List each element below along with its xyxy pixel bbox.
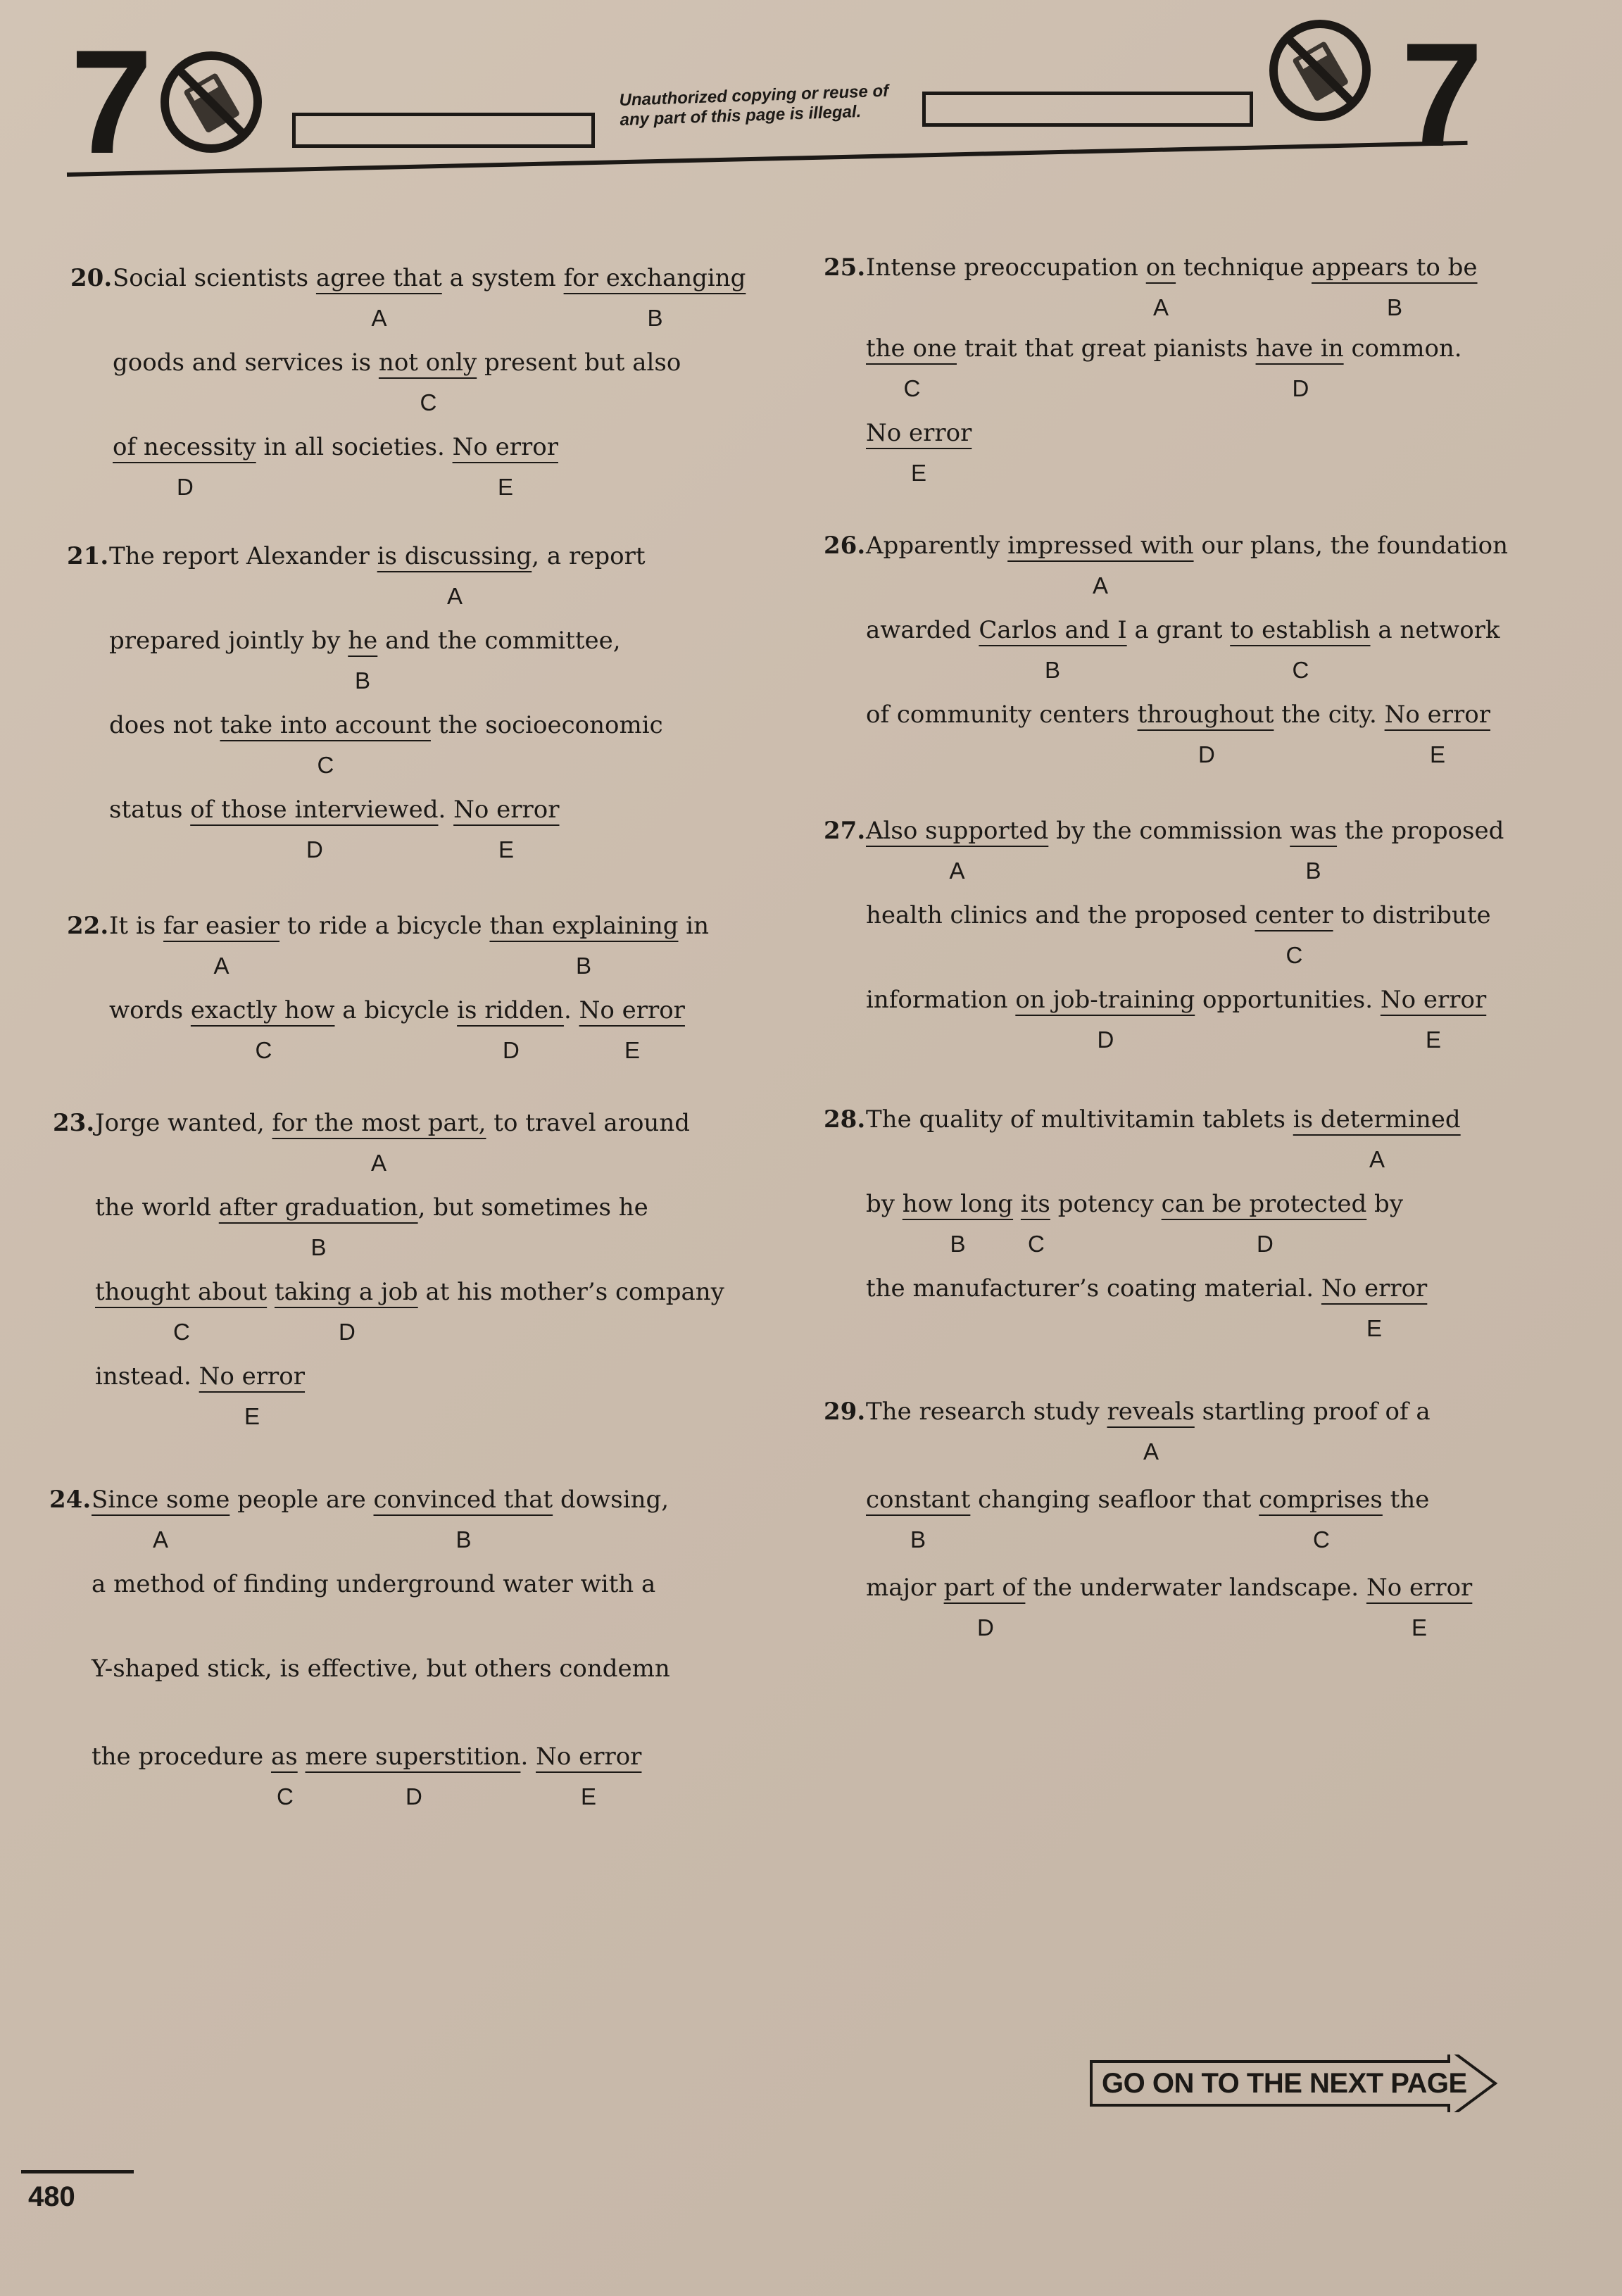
- sentence-text: a grant: [1126, 616, 1231, 644]
- question-number: 20.: [70, 264, 113, 292]
- sentence-text: major: [866, 1574, 944, 1602]
- question-line: [109, 542, 646, 570]
- question-line: [92, 1486, 669, 1514]
- underlined-choice[interactable]: comprises: [1259, 1486, 1383, 1514]
- underlined-choice[interactable]: No error: [453, 796, 560, 824]
- choice-letter: A: [1369, 1146, 1385, 1172]
- sentence-text: opportunities.: [1195, 986, 1381, 1014]
- choice-letter: B: [310, 1234, 327, 1260]
- choice-letter: A: [371, 1150, 387, 1176]
- underlined-choice[interactable]: is discussing: [377, 542, 532, 570]
- header-blank-box-right: [922, 92, 1253, 127]
- question-line: [109, 912, 709, 940]
- question-line: [866, 1486, 1429, 1514]
- question-line: [95, 1193, 648, 1222]
- question-line: [109, 711, 663, 739]
- underlined-choice[interactable]: he: [348, 627, 378, 655]
- choice-letter: B: [1387, 294, 1403, 320]
- sentence-text: a system: [441, 264, 564, 292]
- choice-letter: B: [1045, 657, 1061, 683]
- underlined-choice[interactable]: can be protected: [1161, 1190, 1367, 1218]
- sentence-text: Social scientists: [113, 264, 316, 292]
- sentence-text: to travel around: [486, 1109, 690, 1137]
- underlined-choice[interactable]: have in: [1255, 334, 1344, 363]
- sentence-text: Apparently: [866, 532, 1008, 560]
- choice-letter: B: [455, 1526, 472, 1552]
- choice-letter: E: [498, 474, 514, 500]
- underlined-choice[interactable]: on: [1145, 253, 1176, 282]
- choice-letter: B: [910, 1526, 926, 1552]
- sentence-text: the procedure: [92, 1743, 271, 1771]
- sentence-text: , but sometimes he: [417, 1193, 648, 1222]
- sentence-text: the proposed: [1337, 817, 1504, 845]
- question-number: 27.: [824, 817, 866, 845]
- sentence-text: in all societies.: [256, 433, 453, 461]
- sentence-text: the: [1382, 1486, 1430, 1514]
- question-line: [866, 986, 1486, 1014]
- question-line: [113, 264, 746, 292]
- choice-letter: C: [1313, 1526, 1330, 1552]
- choice-letter: B: [355, 667, 371, 694]
- sentence-text: Y-shaped stick, is effective, but others condemn: [92, 1655, 670, 1683]
- sentence-text: the world: [95, 1193, 219, 1222]
- choice-letter: A: [1153, 294, 1169, 320]
- sentence-text: health clinics and the proposed: [866, 901, 1255, 929]
- header-rule: [67, 141, 1468, 177]
- sentence-text: by the commission: [1048, 817, 1290, 845]
- question-line: [92, 1570, 655, 1598]
- question-line: [866, 1190, 1403, 1218]
- choice-letter: E: [581, 1783, 597, 1809]
- underlined-choice[interactable]: No error: [579, 996, 685, 1024]
- question-line: [866, 419, 972, 447]
- underlined-choice[interactable]: No error: [1380, 986, 1487, 1014]
- choice-letter: D: [503, 1037, 520, 1063]
- question-line: [95, 1109, 690, 1137]
- question-line: [109, 627, 621, 655]
- question-number: 28.: [824, 1105, 866, 1134]
- sentence-text: potency: [1050, 1190, 1162, 1218]
- question-line: [866, 334, 1462, 363]
- sentence-text: the underwater landscape.: [1025, 1574, 1366, 1602]
- choice-letter: D: [977, 1614, 994, 1641]
- sentence-text: by: [1366, 1190, 1404, 1218]
- section-number-left: 7: [70, 19, 153, 184]
- choice-letter: C: [1028, 1231, 1045, 1257]
- choice-letter: D: [306, 836, 323, 862]
- next-page-label: GO ON TO THE NEXT PAGE: [1102, 2068, 1467, 2099]
- choice-letter: A: [1093, 572, 1109, 598]
- choice-letter: C: [1292, 657, 1309, 683]
- sentence-text: It is: [109, 912, 164, 940]
- sentence-text: prepared jointly by: [109, 627, 348, 655]
- page-number: 480: [28, 2181, 75, 2212]
- question-line: [866, 532, 1508, 560]
- question-line: [866, 1274, 1427, 1303]
- choice-letter: C: [317, 752, 334, 778]
- question-line: [866, 817, 1504, 845]
- sentence-text: The report Alexander: [109, 542, 377, 570]
- choice-letter: C: [1285, 942, 1303, 968]
- underlined-choice[interactable]: of necessity: [113, 433, 256, 461]
- underlined-choice[interactable]: for exchanging: [563, 264, 746, 292]
- underlined-choice[interactable]: Since some: [92, 1486, 230, 1514]
- question-number: 22.: [67, 912, 109, 940]
- page-number-rule: [21, 2170, 134, 2173]
- sentence-text: Intense preoccupation: [866, 253, 1146, 282]
- sentence-text: in: [678, 912, 710, 940]
- sentence-text: the manufacturer’s coating material.: [866, 1274, 1321, 1303]
- choice-letter: C: [420, 389, 437, 415]
- underlined-choice[interactable]: Also supported: [866, 817, 1049, 845]
- sentence-text: our plans, the foundation: [1193, 532, 1508, 560]
- question-line: [866, 1105, 1461, 1134]
- underlined-choice[interactable]: convinced that: [373, 1486, 553, 1514]
- sentence-text: a bicycle: [334, 996, 458, 1024]
- no-calculator-icon: [1267, 18, 1373, 123]
- sentence-text: [267, 1278, 275, 1306]
- question-number: 25.: [824, 253, 866, 282]
- choice-letter: B: [576, 953, 592, 979]
- sentence-text: .: [563, 996, 579, 1024]
- sentence-text: trait that great pianists: [956, 334, 1256, 363]
- underlined-choice[interactable]: than explaining: [489, 912, 679, 940]
- sentence-text: .: [438, 796, 454, 824]
- sentence-text: the city.: [1274, 701, 1385, 729]
- underlined-choice[interactable]: its: [1020, 1190, 1050, 1218]
- underlined-choice[interactable]: constant: [866, 1486, 971, 1514]
- choice-letter: B: [950, 1231, 966, 1257]
- header-blank-box-left: [292, 113, 595, 148]
- underlined-choice[interactable]: after graduation: [218, 1193, 418, 1222]
- question-number: 21.: [67, 542, 109, 570]
- choice-letter: C: [173, 1319, 190, 1345]
- choice-letter: D: [1257, 1231, 1274, 1257]
- choice-letter: E: [1366, 1315, 1383, 1341]
- sentence-text: to distribute: [1333, 901, 1491, 929]
- question-line: [866, 616, 1500, 644]
- sentence-text: people are: [230, 1486, 374, 1514]
- underlined-choice[interactable]: to establish: [1230, 616, 1371, 644]
- sentence-text: , a report: [532, 542, 646, 570]
- question-line: [92, 1655, 670, 1683]
- sentence-text: the socioeconomic: [430, 711, 663, 739]
- choice-letter: E: [244, 1403, 260, 1429]
- choice-letter: E: [1426, 1027, 1442, 1053]
- underlined-choice[interactable]: taking a job: [274, 1278, 418, 1306]
- sentence-text: of community centers: [866, 701, 1138, 729]
- question-line: [866, 901, 1491, 929]
- sentence-text: words: [109, 996, 191, 1024]
- choice-letter: B: [647, 305, 663, 331]
- sentence-text: technique: [1176, 253, 1312, 282]
- underlined-choice[interactable]: is determined: [1293, 1105, 1461, 1134]
- sentence-text: a network: [1370, 616, 1500, 644]
- sentence-text: common.: [1343, 334, 1462, 363]
- underlined-choice[interactable]: impressed with: [1007, 532, 1194, 560]
- underlined-choice[interactable]: far easier: [163, 912, 280, 940]
- sentence-text: by: [866, 1190, 903, 1218]
- question-line: [866, 1574, 1472, 1602]
- sentence-text: and the committee,: [377, 627, 621, 655]
- question-number: 24.: [49, 1486, 92, 1514]
- question-line: [113, 433, 558, 461]
- choice-letter: E: [911, 460, 927, 486]
- sentence-text: to ride a bicycle: [279, 912, 490, 940]
- underlined-choice[interactable]: No error: [1384, 701, 1491, 729]
- underlined-choice[interactable]: No error: [1321, 1274, 1428, 1303]
- underlined-choice[interactable]: on job-training: [1015, 986, 1195, 1014]
- choice-letter: D: [406, 1783, 422, 1809]
- underlined-choice[interactable]: part of: [943, 1574, 1026, 1602]
- underlined-choice[interactable]: No error: [866, 419, 972, 447]
- choice-letter: E: [1412, 1614, 1428, 1641]
- underlined-choice[interactable]: mere superstition: [305, 1743, 521, 1771]
- sentence-text: a method of finding underground water with a: [92, 1570, 656, 1598]
- question-line: [866, 701, 1490, 729]
- question-line: [866, 253, 1478, 282]
- choice-letter: D: [1198, 741, 1215, 767]
- choice-letter: D: [177, 474, 194, 500]
- underlined-choice[interactable]: for the most part,: [272, 1109, 486, 1137]
- underlined-choice[interactable]: center: [1255, 901, 1333, 929]
- sentence-text: startling proof of a: [1194, 1398, 1431, 1426]
- question-number: 26.: [824, 532, 866, 560]
- question-line: [95, 1278, 724, 1306]
- choice-letter: A: [949, 858, 965, 884]
- sentence-text: at his mother’s company: [417, 1278, 724, 1306]
- choice-letter: E: [624, 1037, 641, 1063]
- underlined-choice[interactable]: throughout: [1137, 701, 1274, 729]
- question-line: [109, 796, 560, 824]
- question-number: 29.: [824, 1398, 866, 1426]
- sentence-text: .: [520, 1743, 536, 1771]
- sentence-text: instead.: [95, 1362, 199, 1391]
- question-line: [95, 1362, 305, 1391]
- underlined-choice[interactable]: the one: [866, 334, 957, 363]
- choice-letter: C: [255, 1037, 272, 1063]
- underlined-choice[interactable]: Carlos and I: [979, 616, 1127, 644]
- sentence-text: awarded: [866, 616, 979, 644]
- choice-letter: D: [1292, 375, 1309, 401]
- question-line: [92, 1743, 641, 1771]
- sentence-text: The research study: [866, 1398, 1107, 1426]
- sentence-text: status: [109, 796, 191, 824]
- sentence-text: dowsing,: [553, 1486, 669, 1514]
- sentence-text: [298, 1743, 306, 1771]
- sentence-text: information: [866, 986, 1016, 1014]
- underlined-choice[interactable]: reveals: [1107, 1398, 1195, 1426]
- sentence-text: present but also: [477, 349, 681, 377]
- underlined-choice[interactable]: No error: [452, 433, 558, 461]
- sentence-text: goods and services is: [113, 349, 379, 377]
- choice-letter: C: [277, 1783, 294, 1809]
- underlined-choice[interactable]: not only: [378, 349, 477, 377]
- section-number-right: 7: [1401, 12, 1483, 177]
- choice-letter: C: [903, 375, 921, 401]
- underlined-choice[interactable]: appears to be: [1312, 253, 1478, 282]
- underlined-choice[interactable]: as: [270, 1743, 298, 1771]
- underlined-choice[interactable]: No error: [199, 1362, 306, 1391]
- choice-letter: E: [1430, 741, 1446, 767]
- underlined-choice[interactable]: take into account: [220, 711, 431, 739]
- underlined-choice[interactable]: No error: [536, 1743, 642, 1771]
- choice-letter: D: [1097, 1027, 1114, 1053]
- choice-letter: D: [339, 1319, 356, 1345]
- underlined-choice[interactable]: was: [1290, 817, 1338, 845]
- question-line: [109, 996, 685, 1024]
- choice-letter: E: [498, 836, 515, 862]
- underlined-choice[interactable]: No error: [1366, 1574, 1473, 1602]
- underlined-choice[interactable]: agree that: [315, 264, 442, 292]
- underlined-choice[interactable]: is ridden: [457, 996, 564, 1024]
- question-number: 23.: [53, 1109, 95, 1137]
- choice-letter: B: [1305, 858, 1321, 884]
- question-line: [113, 349, 681, 377]
- choice-letter: A: [447, 583, 463, 609]
- underlined-choice[interactable]: of those interviewed: [190, 796, 439, 824]
- underlined-choice[interactable]: how long: [902, 1190, 1014, 1218]
- underlined-choice[interactable]: exactly how: [190, 996, 335, 1024]
- choice-letter: A: [1143, 1438, 1159, 1464]
- no-calculator-icon: [158, 49, 264, 155]
- sentence-text: does not: [109, 711, 220, 739]
- choice-letter: A: [371, 305, 387, 331]
- choice-letter: A: [153, 1526, 169, 1552]
- sentence-text: [1013, 1190, 1021, 1218]
- sentence-text: The quality of multivitamin tablets: [866, 1105, 1293, 1134]
- underlined-choice[interactable]: thought about: [95, 1278, 268, 1306]
- sentence-text: Jorge wanted,: [95, 1109, 272, 1137]
- copyright-notice: Unauthorized copying or reuse of any part of this page is illegal.: [619, 81, 889, 130]
- choice-letter: A: [213, 953, 230, 979]
- sentence-text: changing seafloor that: [970, 1486, 1259, 1514]
- question-line: [866, 1398, 1431, 1426]
